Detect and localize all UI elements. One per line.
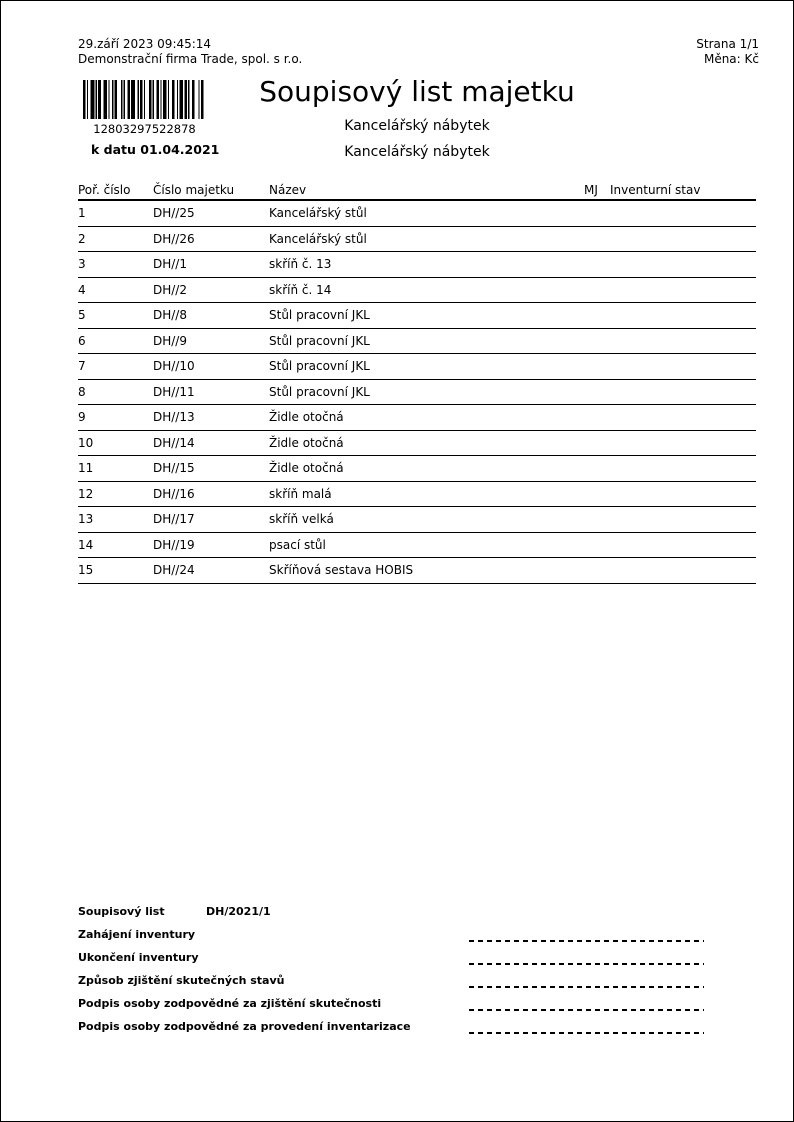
cell-nazev: Kancelářský stůl [269,206,367,221]
subtitle-line-2: Kancelářský nábytek [344,144,490,160]
cell-cislo-majetku: DH//16 [153,486,195,501]
page-title: Soupisový list majetku [259,75,575,108]
cell-por-cislo: 1 [78,206,86,221]
signature-row [78,923,756,946]
table-row [78,303,756,329]
cell-por-cislo: 15 [78,563,94,578]
as-of-date: k datu 01.04.2021 [91,142,220,157]
cell-cislo-majetku: DH//9 [153,333,187,348]
cell-nazev: Kancelářský stůl [269,231,367,246]
cell-cislo-majetku: DH//1 [153,257,187,272]
cell-nazev: Židle otočná [269,410,344,425]
cell-nazev: Židle otočná [269,435,344,450]
signature-label: Zahájení inventury [78,928,196,941]
signature-dashed-line [469,1032,704,1034]
cell-por-cislo: 14 [78,537,94,552]
cell-cislo-majetku: DH//10 [153,359,195,374]
cell-cislo-majetku: DH//14 [153,435,195,450]
table-row [78,227,756,253]
cell-cislo-majetku: DH//13 [153,410,195,425]
cell-cislo-majetku: DH//17 [153,512,195,527]
currency-label: Měna: Kč [703,52,759,66]
table-row [78,354,756,380]
cell-cislo-majetku: DH//15 [153,461,195,476]
signature-label: Způsob zjištění skutečných stavů [78,974,285,987]
subtitle-line-1: Kancelářský nábytek [344,118,490,134]
asset-table-body [78,201,756,584]
cell-por-cislo: 9 [78,410,86,425]
table-row [78,456,756,482]
cell-por-cislo: 13 [78,512,94,527]
cell-nazev: Stůl pracovní JKL [269,359,370,374]
barcode-value: 12803297522878 [93,122,196,136]
cell-por-cislo: 4 [78,282,86,297]
cell-por-cislo: 11 [78,461,94,476]
cell-por-cislo: 10 [78,435,94,450]
header-mj: MJ [584,183,598,197]
table-row [78,278,756,304]
signature-dashed-line [469,986,704,988]
cell-nazev: Stůl pracovní JKL [269,333,370,348]
page-number: Strana 1/1 [696,37,759,51]
cell-cislo-majetku: DH//26 [153,231,195,246]
signature-label: Podpis osoby zodpovědné za zjištění skutečnosti [78,997,382,1010]
signature-dashed-line [469,963,704,965]
cell-por-cislo: 6 [78,333,86,348]
signature-row [78,992,756,1015]
table-header-row [78,180,756,201]
barcode-image [83,80,206,119]
header-left [78,37,302,67]
header-por-cislo: Poř. číslo [78,183,131,197]
cell-cislo-majetku: DH//19 [153,537,195,552]
table-row [78,507,756,533]
cell-nazev: skříň č. 13 [269,257,332,272]
header-inventurni-stav: Inventurní stav [610,183,701,197]
table-row [78,380,756,406]
table-row [78,252,756,278]
table-row [78,329,756,355]
footer-block [78,900,756,1038]
table-row [78,558,756,584]
table-row [78,482,756,508]
signature-dashed-line [469,1009,704,1011]
table-row [78,431,756,457]
cell-nazev: Židle otočná [269,461,344,476]
cell-por-cislo: 2 [78,231,86,246]
cell-por-cislo: 8 [78,384,86,399]
signature-row [78,969,756,992]
cell-por-cislo: 7 [78,359,86,374]
cell-nazev: skříň malá [269,486,332,501]
table-row [78,405,756,431]
signature-row [78,1015,756,1038]
table-row [78,201,756,227]
cell-cislo-majetku: DH//8 [153,308,187,323]
cell-nazev: Stůl pracovní JKL [269,384,370,399]
header-cislo-majetku: Číslo majetku [153,183,235,197]
print-datetime: 29.září 2023 09:45:14 [78,37,212,51]
cell-nazev: skříň velká [269,512,334,527]
asset-table [78,180,756,584]
signature-label: Podpis osoby zodpovědné za provedení inventarizace [78,1020,411,1033]
footer-lines [78,923,756,1038]
footer-list-label: Soupisový list [78,905,165,918]
signature-dashed-line [469,940,704,942]
cell-nazev: skříň č. 14 [269,282,332,297]
footer-list-number: DH/2021/1 [206,905,271,918]
signature-row [78,946,756,969]
cell-cislo-majetku: DH//25 [153,206,195,221]
cell-nazev: Skříňová sestava HOBIS [269,563,414,578]
cell-nazev: psací stůl [269,537,326,552]
cell-por-cislo: 12 [78,486,94,501]
signature-label: Ukončení inventury [78,951,199,964]
footer-list-row [78,900,756,923]
cell-nazev: Stůl pracovní JKL [269,308,370,323]
cell-por-cislo: 3 [78,257,86,272]
cell-por-cislo: 5 [78,308,86,323]
table-row [78,533,756,559]
cell-cislo-majetku: DH//2 [153,282,187,297]
header-right [696,37,759,67]
cell-cislo-majetku: DH//11 [153,384,195,399]
cell-cislo-majetku: DH//24 [153,563,195,578]
company-name: Demonstrační firma Trade, spol. s r.o. [78,52,303,66]
header-nazev: Název [269,183,307,197]
